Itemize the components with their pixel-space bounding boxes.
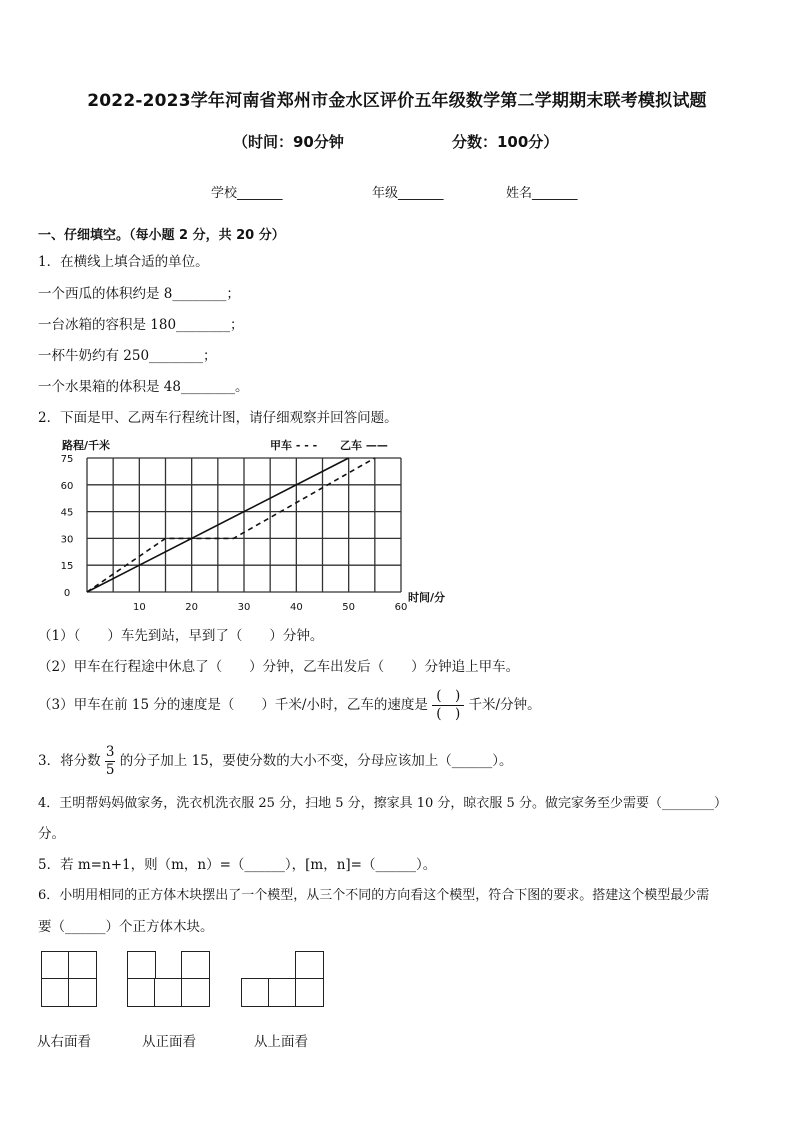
x-tick-label: 50 (342, 602, 356, 613)
view-front (127, 951, 210, 1007)
series-line-jia (87, 458, 375, 592)
q3-pre: 3．将分数 (38, 753, 101, 769)
page-title: 2022-2023学年河南省郑州市金水区评价五年级数学第二学期期末联考模拟试题 (87, 91, 707, 111)
cube-cell (68, 978, 97, 1007)
q4-line1: 4．王明帮妈妈做家务，洗衣机洗衣服 25 分，扫地 5 分，擦家具 10 分，晾衣服 5 分。做完家务至少需要（________） (38, 796, 727, 811)
cube-cell (295, 978, 324, 1007)
caption-right: 从右面看 (37, 1034, 91, 1050)
cube-cell (181, 951, 210, 980)
chart-xlabel: 时间/分 (408, 591, 446, 604)
cube-cell (127, 951, 156, 980)
q3-numerator: 3 (105, 744, 115, 760)
q4-line2: 分。 (38, 826, 65, 842)
q3-fraction (105, 744, 116, 779)
q6-line1: 6．小明用相同的正方体木块摆出了一个模型，从三个不同的方向看这个模型，符合下图的要求。搭建这个模型最少需 (38, 888, 710, 903)
q2-stem: 2．下面是甲、乙两车行程统计图，请仔细观察并回答问题。 (38, 410, 398, 426)
cube-cell (154, 978, 183, 1007)
cube-cell (41, 951, 70, 980)
q5: 5．若 m=n+1，则（m，n）=（______），[m，n]=（______）。 (38, 857, 437, 873)
cube-cell (41, 978, 70, 1007)
legend-jia: 甲车 - - - (270, 439, 318, 452)
q2-sub3-fraction (432, 688, 464, 723)
cube-cell (241, 978, 270, 1007)
exam-time: （时间：90分钟 (233, 133, 344, 151)
caption-front: 从正面看 (142, 1034, 196, 1050)
x-tick-label: 30 (237, 602, 251, 613)
q6-line2: 要（______）个正方体木块。 (38, 919, 214, 935)
y-tick-label: 60 (60, 480, 74, 492)
q2-sub1: （1）（ ）车先到站，早到了（ ）分钟。 (38, 628, 324, 644)
y-tick-label: 15 (60, 561, 74, 573)
q3 (38, 744, 513, 779)
travel-chart (40, 432, 460, 618)
cube-cell (295, 951, 324, 980)
view-right (41, 951, 97, 1007)
exam-score: 分数：100分） (452, 133, 559, 151)
cube-cell (68, 951, 97, 980)
q2-sub3-text: （3）甲车在前 15 分的速度是（ ）千米/小时，乙车的速度是 (38, 697, 428, 713)
q1-line-2: 一台冰箱的容积是 180________； (38, 317, 244, 333)
grade-field[interactable]: 年级_______ (372, 186, 444, 201)
legend-yi: 乙车 —— (340, 439, 388, 452)
y-tick-label: 30 (60, 534, 74, 546)
frac-numerator: ( ) (432, 688, 464, 706)
caption-top: 从上面看 (254, 1034, 308, 1050)
q2-sub3-unit: 千米/分钟。 (468, 697, 541, 713)
school-field[interactable]: 学校_______ (211, 186, 283, 201)
q1-line-4: 一个水果箱的体积是 48________。 (38, 379, 249, 395)
name-field[interactable]: 姓名_______ (506, 186, 578, 201)
x-tick-label: 60 (394, 602, 408, 613)
q3-denominator: 5 (105, 762, 115, 778)
q1-line-3: 一杯牛奶约有 250________； (38, 348, 217, 364)
x-tick-label: 10 (132, 602, 146, 613)
x-tick-label: 20 (185, 602, 199, 613)
chart-ylabel: 路程/千米 (62, 439, 111, 452)
view-top (241, 951, 324, 1007)
cube-cell (127, 978, 156, 1007)
q2-sub2: （2）甲车在行程途中休息了（ ）分钟，乙车出发后（ ）分钟追上甲车。 (38, 659, 520, 675)
cube-cell (181, 978, 210, 1007)
y-tick-label: 45 (60, 507, 74, 519)
q1-line-1: 一个西瓜的体积约是 8________； (38, 286, 240, 302)
q1-stem: 1．在横线上填合适的单位。 (38, 254, 209, 270)
section-heading: 一、仔细填空。（每小题 2 分，共 20 分） (38, 228, 285, 243)
cube-cell (268, 978, 297, 1007)
y-tick-label: 75 (60, 454, 74, 465)
x-tick-label: 40 (289, 602, 303, 613)
frac-denominator: ( ) (436, 706, 461, 722)
q2-sub3 (38, 688, 541, 723)
y-tick-label: 0 (63, 588, 71, 599)
q3-post: 的分子加上 15，要使分数的大小不变，分母应该加上（______）。 (119, 753, 513, 769)
